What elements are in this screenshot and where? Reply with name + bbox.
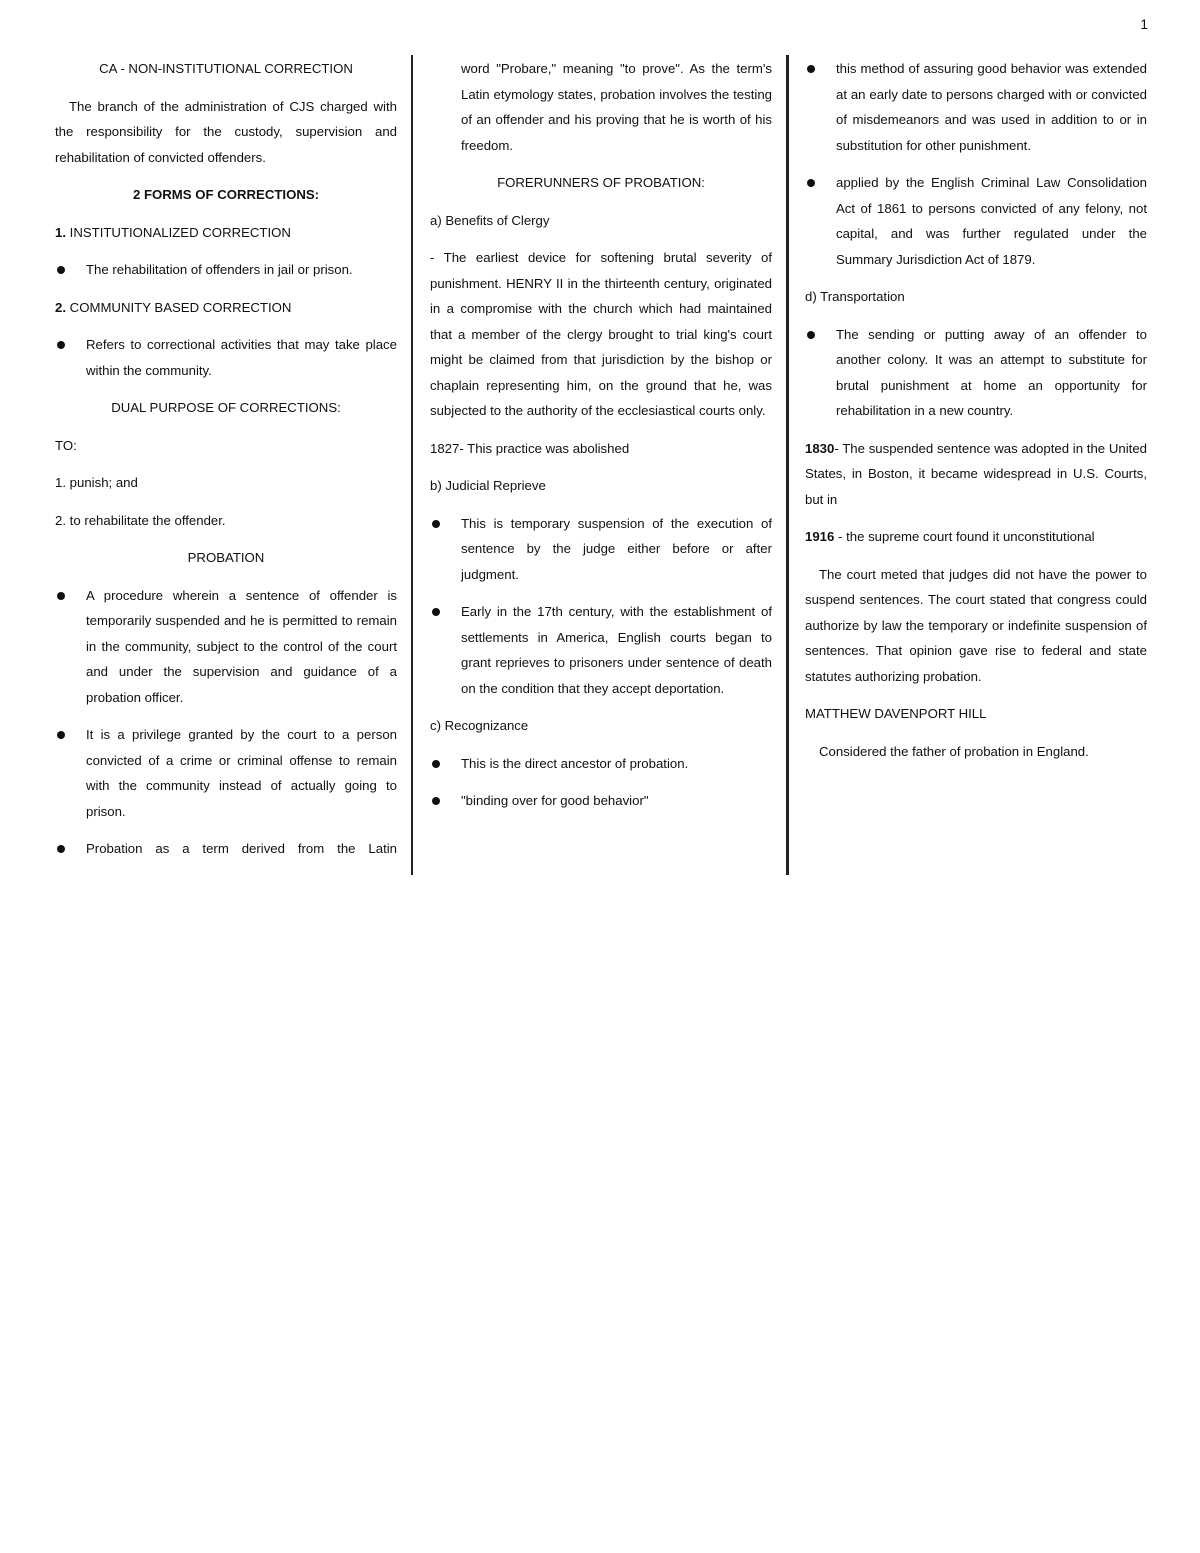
forms-heading: 2 FORMS OF CORRECTIONS: [132,187,320,202]
purpose-item: 2. to rehabilitate the offender. [55,512,226,528]
list-item [55,722,397,824]
list-item [55,257,397,283]
list-item-text: this method of assuring good behavior was extended at an early date to persons charged with or convicted of misdemeanors and was used in addition to or in substitution for other punishment. [836,61,1147,153]
form1-heading-text: INSTITUTIONALIZED CORRECTION [69,224,291,240]
page-number: 1 [1140,16,1148,32]
list-item-text: This is the direct ancestor of probation. [461,755,689,771]
list-item [430,788,772,814]
year: 1827 [430,440,460,456]
list-item [55,583,397,711]
list-item [805,322,1147,424]
bullet-icon [57,266,65,274]
list-item-text: "binding over for good behavior" [461,793,649,808]
recognizance-heading: c) Recognizance [430,718,529,733]
form1-heading [55,220,397,246]
form2-heading [55,295,397,321]
matthew-text: Considered the father of probation in England. [819,743,1089,759]
probation-list [55,583,397,862]
bullet-icon [432,608,440,616]
list-item-text: Probation as a term derived from the Latin [86,841,397,856]
document-title: CA - NON-INSTITUTIONAL CORRECTION [99,61,353,76]
bullet-icon [57,845,65,853]
form2-number: 2. [55,299,66,315]
column-2 [430,56,772,826]
purpose-item: 1. punish; and [55,475,138,490]
bullet-icon [807,331,815,339]
matthew-heading: MATTHEW DAVENPORT HILL [805,706,987,721]
bullet-icon [57,592,65,600]
column-1 [55,56,397,874]
benefits-of-clergy-heading: a) Benefits of Clergy [430,212,550,228]
bullet-icon [57,341,65,349]
year-text: - This practice was abolished [459,440,630,456]
year: 1830 [805,440,835,456]
bullet-icon [432,760,440,768]
transportation-heading: d) Transportation [805,289,905,304]
probation-heading: PROBATION [187,550,265,565]
list-item [805,170,1147,272]
judicial-reprieve-list [430,511,772,702]
recognizance-list [430,751,772,814]
abolished-line [430,436,772,462]
bullet-icon [432,797,440,805]
year: 1916 [805,529,835,544]
dual-purpose-heading: DUAL PURPOSE OF CORRECTIONS: [111,400,341,415]
list-item [430,511,772,588]
list-item [805,56,1147,158]
year-text: - The suspended sentence was adopted in the United States, in Boston, it became widespread in U.S. Courts, but in [805,440,1147,507]
bullet-icon [432,520,440,528]
column-divider [786,55,789,875]
year-text: - the supreme court found it unconstitutional [838,529,1095,544]
form2-list [55,332,397,383]
continuation-paragraph: word "Probare," meaning "to prove". As the term's Latin etymology states, probation involves the testing of an offender and his proving that he is worth of his freedom. [461,61,772,153]
bullet-icon [807,65,815,73]
form1-list [55,257,397,283]
transportation-list [805,322,1147,424]
bullet-icon [57,731,65,739]
judicial-reprieve-heading: b) Judicial Reprieve [430,478,546,493]
list-item-text: applied by the English Criminal Law Consolidation Act of 1861 to persons convicted of any felony, not capital, and was further regulated under the Summary Jurisdiction Act of 1879. [836,175,1147,267]
recognizance-continued-list [805,56,1147,272]
list-item-text: This is temporary suspension of the execution of sentence by the judge either before or after judgment. [461,515,772,582]
form2-heading-text: COMMUNITY BASED CORRECTION [69,299,292,315]
year-1830-paragraph [805,436,1147,513]
column-divider [411,55,413,875]
column-3 [805,56,1147,776]
to-label: TO: [55,437,77,453]
list-item-text: The rehabilitation of offenders in jail or prison. [86,262,353,277]
year-1916-paragraph [805,524,1147,550]
list-item-text: Refers to correctional activities that may take place within the community. [86,337,397,378]
benefits-of-clergy-text: - The earliest device for softening brutal severity of punishment. HENRY II in the thirteenth century, originated in a compromise with the church which had maintained that a member of the clergy brought to trial king's court might be claimed from that jurisdiction by the bishop or chaplain representing him, on the ground that he, was subjected to the authority of the ecclesiastical courts only. [430,250,772,418]
form1-number: 1. [55,224,66,240]
list-item [55,332,397,383]
list-item [430,751,772,777]
forerunners-heading: FORERUNNERS OF PROBATION: [497,175,705,190]
court-paragraph: The court meted that judges did not have the power to suspend sentences. The court stated that congress could authorize by law the temporary or indefinite suspension of sentences. That opinion gave rise to federal and state statutes authorizing probation. [805,566,1147,684]
definition-paragraph: The branch of the administration of CJS charged with the responsibility for the custody, supervision and rehabilitation of convicted offenders. [55,98,397,165]
list-item-text: A procedure wherein a sentence of offender is temporarily suspended and he is permitted to remain in the community, subject to the control of the court and under the supervision and guidance of a probation officer. [86,587,397,705]
list-item-text: It is a privilege granted by the court to a person convicted of a crime or criminal offense to remain with the community instead of actually going to prison. [86,727,397,819]
bullet-icon [807,179,815,187]
list-item-text: The sending or putting away of an offender to another colony. It was an attempt to substitute for brutal punishment at home an opportunity for rehabilitation in a new country. [836,326,1147,418]
list-item [55,836,397,862]
list-item-text: Early in the 17th century, with the establishment of settlements in America, English courts began to grant reprieves to prisoners under sentence of death on the condition that they accept deportation. [461,604,772,696]
list-item [430,599,772,701]
